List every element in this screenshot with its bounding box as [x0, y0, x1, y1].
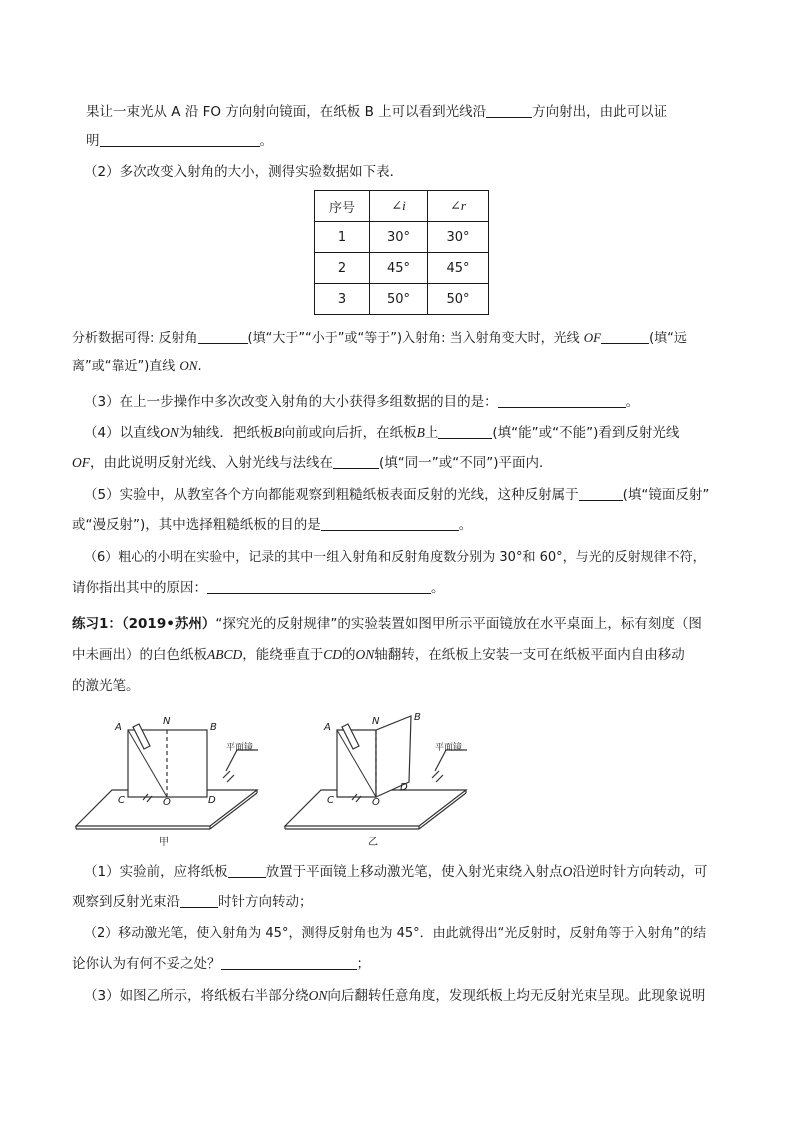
table-cell: 50°	[370, 284, 428, 315]
text: 观察到反射光束沿	[72, 894, 180, 910]
question-2-intro: （2）多次改变入射角的大小，测得实验数据如下表．	[84, 164, 404, 180]
text: 。	[625, 394, 640, 410]
text: （3）在上一步操作中多次改变入射角的大小获得多组数据的目的是：	[84, 394, 498, 410]
table-header: 序号	[315, 191, 370, 222]
text: 明	[86, 133, 100, 149]
label-B: B	[414, 712, 421, 723]
table-header: ∠i	[370, 191, 428, 222]
table-cell: 45°	[370, 253, 428, 284]
text: 。	[259, 133, 273, 149]
label-N: N	[163, 716, 171, 727]
text: ，能绕垂直于	[242, 647, 324, 663]
table-cell: 2	[315, 253, 370, 284]
figure-caption-right: 乙	[368, 837, 378, 848]
text: （5）实验中，从教室各个方向都能观察到粗糙纸板表面反射的光线，这种反射属于	[84, 487, 579, 503]
answer-blank[interactable]	[180, 893, 218, 908]
label-mirror: 平面镜	[435, 743, 463, 753]
table-cell: 30°	[428, 222, 489, 253]
text: O	[562, 864, 573, 879]
text: ON	[160, 425, 179, 440]
text-line	[72, 892, 712, 912]
text: 向后翻转任意角度，发现纸板上均无反射光束呈现。此现象说明	[327, 988, 706, 1004]
label-C: C	[327, 795, 334, 806]
table-cell: 3	[315, 284, 370, 315]
text: 或“漫反射”)，其中选择粗糙纸板的目的是	[72, 517, 321, 533]
text: 论你认为有何不妥之处？	[72, 956, 221, 972]
text: ON	[179, 358, 198, 373]
text: 中未画出）的白色纸板	[72, 647, 207, 663]
text: CD	[323, 647, 343, 662]
text: 请你指出其中的原因：	[72, 580, 207, 596]
figure-caption-left: 甲	[159, 837, 169, 848]
text: 放置于平面镜上移动激光笔，使入射光束绕入射点	[265, 864, 563, 880]
table-cell: 30°	[370, 222, 428, 253]
text: .	[197, 359, 202, 374]
table-header: ∠r	[428, 191, 489, 222]
label-B: B	[210, 722, 217, 733]
text: （6）粗心的小明在实验中，记录的其中一组入射角和反射角度数分别为 30°和 60°，与光的反射规律不符，	[84, 550, 706, 565]
text: （3）如图乙所示，将纸板右半部分绕	[84, 988, 309, 1004]
text: ON	[308, 988, 328, 1003]
text-line	[84, 924, 724, 944]
text: OF	[583, 330, 602, 345]
text: 沿逆时针方向转动，可	[572, 864, 708, 880]
label-D: D	[400, 782, 408, 793]
text: （1）实验前，应将纸板	[84, 864, 228, 880]
text: OF	[72, 455, 90, 470]
text: (填“远	[649, 331, 687, 346]
text: 的激光笔。	[72, 678, 140, 694]
text: 轴翻转，在纸板上安装一支可在纸板平面内自由移动	[374, 647, 685, 663]
text: （4）以直线	[84, 425, 161, 441]
text: ；	[356, 956, 370, 972]
label-D: D	[208, 795, 216, 806]
text: 离”或“靠近”)直线	[72, 359, 176, 374]
label-C: C	[118, 795, 125, 806]
text-line	[84, 862, 724, 882]
text: (填“大于”“小于”或“等于”)入射角: 当入射角变大时，光线	[247, 331, 580, 346]
answer-blank[interactable]	[228, 863, 266, 878]
label-A: A	[324, 722, 331, 733]
label-N: N	[372, 716, 380, 727]
text: ON	[355, 647, 375, 662]
text: ABCD	[207, 647, 243, 662]
table-cell: 45°	[428, 253, 489, 284]
label-O: O	[163, 797, 171, 808]
text: B	[273, 425, 282, 440]
text: (填“能”或“不能”)看到反射光线	[492, 425, 680, 441]
text: 时针方向转动；	[218, 894, 313, 910]
text: 。	[431, 580, 445, 596]
text: (填“同一”或“不同”)平面内．	[379, 455, 553, 471]
text: 的	[342, 647, 356, 663]
text: “探究光的反射规律”的实验装置如图甲所示平面镜放在水平桌面上，标有刻度（图	[215, 616, 702, 632]
text: 方向射出，由此可以证	[532, 104, 668, 120]
label-A: A	[115, 722, 122, 733]
text: 向前或向后折，在纸板	[281, 425, 417, 441]
text: 上	[424, 425, 439, 441]
table-cell: 50°	[428, 284, 489, 315]
text-line	[84, 986, 724, 1006]
label-mirror: 平面镜	[226, 743, 254, 753]
text: 分析数据可得: 反射角	[72, 331, 198, 346]
text: 果让一束光从 A 沿 FO 方向射向镜面，在纸板 B 上可以看到光线沿	[86, 104, 487, 120]
text-line	[72, 954, 712, 974]
answer-blank[interactable]	[221, 955, 357, 970]
table-cell: 1	[315, 222, 370, 253]
text: B	[416, 425, 425, 440]
text: （2）移动激光笔，使入射角为 45°，测得反射角也为 45°．由此就得出“光反射时，反射角等于入射角”的结	[84, 926, 707, 941]
text: 为轴线．把纸板	[178, 425, 274, 441]
exercise-label: 练习1：（2019•苏州）	[72, 616, 216, 632]
text: (填“镜面反射”	[622, 487, 710, 503]
text: 。	[458, 517, 473, 533]
label-O: O	[372, 797, 380, 808]
text: ，由此说明反射光线、入射光线与法线在	[90, 455, 333, 471]
